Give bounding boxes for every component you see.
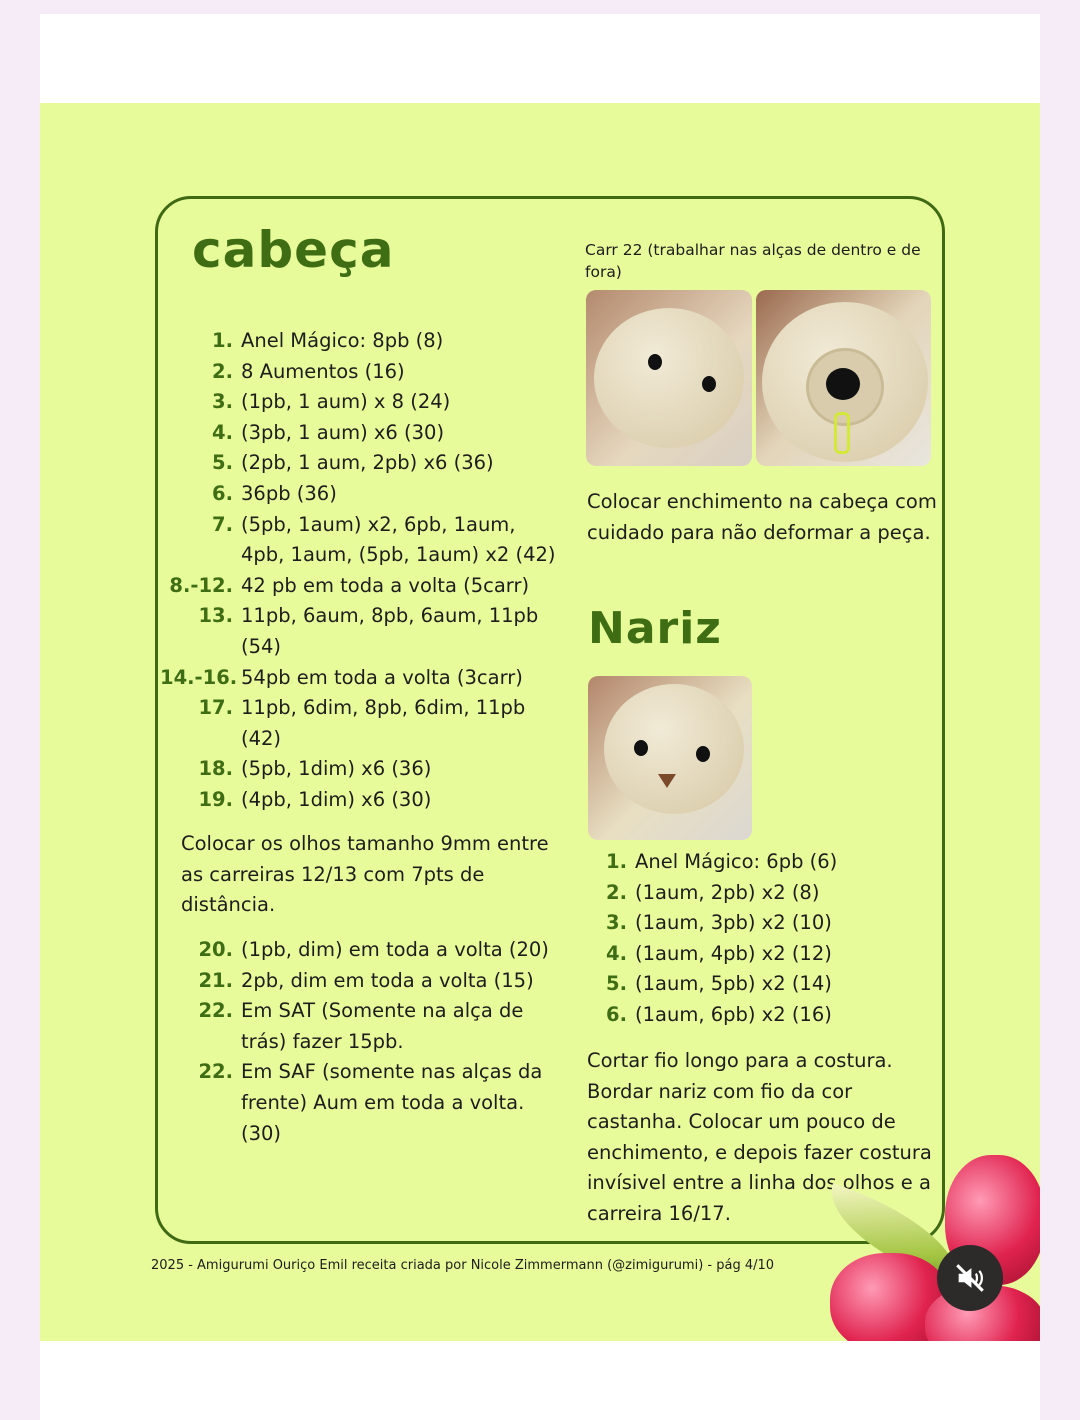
round-number: 22. — [198, 1060, 233, 1084]
round-text: (1aum, 4pb) x2 (12) — [635, 941, 832, 965]
eye-left — [634, 740, 648, 756]
crochet-head — [604, 684, 744, 814]
round-text: 11pb, 6aum, 8pb, 6aum, 11pb (54) — [241, 604, 539, 658]
round-number: 5. — [606, 972, 627, 996]
round-text: 11pb, 6dim, 8pb, 6dim, 11pb (42) — [241, 696, 526, 750]
round-number: 20. — [198, 938, 233, 961]
round-text: 54pb em toda a volta (3carr) — [241, 665, 523, 689]
cabeca-rounds-list-2 — [160, 935, 560, 1149]
round-number: 7. — [212, 512, 233, 536]
round-item — [160, 935, 560, 966]
eye-left — [648, 354, 662, 370]
eye-right — [702, 376, 716, 392]
round-item — [160, 510, 560, 571]
round-text: (5pb, 1dim) x6 (36) — [241, 757, 432, 781]
round-number: 3. — [212, 390, 233, 414]
round-text: (1aum, 3pb) x2 (10) — [635, 911, 832, 935]
round-text: (1pb, 1 aum) x 8 (24) — [241, 390, 451, 414]
round-item — [160, 448, 560, 479]
round-text: Em SAF (somente nas alças da frente) Aum em toda a volta. (30) — [241, 1060, 543, 1145]
round-item — [160, 693, 560, 754]
round-number: 1. — [212, 329, 233, 352]
round-text: (1aum, 5pb) x2 (14) — [635, 972, 832, 996]
stitch-marker — [834, 412, 850, 454]
round-number: 21. — [198, 968, 233, 992]
round-text: Em SAT (Somente na alça de trás) fazer 15pb. — [241, 999, 524, 1053]
round-number: 2. — [606, 880, 627, 904]
raspberry-decoration — [820, 1145, 1040, 1341]
round-number: 18. — [198, 757, 233, 781]
round-number: 2. — [212, 359, 233, 383]
round-number: 22. — [198, 999, 233, 1023]
nose-finish-note: Cortar fio longo para a costura. Bordar nariz com fio da cor castanha. Colocar um pouco de enchimento, e depois fazer costura invísivel entre a linha dos olhos e a carreira 16/17. — [587, 1049, 932, 1225]
pattern-page — [40, 103, 1040, 1341]
round-item — [160, 754, 560, 785]
round-number: 14.-16. — [160, 665, 238, 689]
round-number: 6. — [212, 481, 233, 505]
round-item — [584, 1000, 884, 1031]
section-title-nariz: Nariz — [588, 603, 722, 654]
round-text: 42 pb em toda a volta (5carr) — [241, 573, 530, 597]
round-text: (1pb, dim) em toda a volta (20) — [241, 938, 549, 961]
mute-glyph — [953, 1261, 987, 1295]
round-text: (5pb, 1aum) x2, 6pb, 1aum, 4pb, 1aum, (5pb, 1aum) x2 (42) — [241, 512, 556, 567]
round-item — [584, 908, 884, 939]
round-item — [160, 601, 560, 662]
round-item — [160, 326, 560, 357]
round-number: 1. — [606, 850, 627, 873]
round-number: 4. — [212, 420, 233, 444]
round-item — [160, 1057, 560, 1149]
round-item — [584, 939, 884, 970]
round-item — [160, 571, 560, 602]
photo-nose — [588, 676, 752, 840]
nose — [658, 774, 676, 788]
photo-head-back — [756, 290, 931, 466]
photo-head-front — [586, 290, 752, 466]
page-footer: 2025 - Amigurumi Ouriço Emil receita criada por Nicole Zimmermann (@zimigurumi) - pág 4/10 — [151, 1258, 775, 1273]
round-text: (2pb, 1 aum, 2pb) x6 (36) — [241, 451, 494, 475]
carr22-note: Carr 22 (trabalhar nas alças de dentro e de fora) — [585, 241, 921, 281]
round-item — [584, 847, 884, 878]
round-text: Anel Mágico: 8pb (8) — [241, 329, 444, 352]
round-item — [160, 418, 560, 449]
crochet-head — [594, 308, 744, 448]
eye-right — [696, 746, 710, 762]
round-text: 8 Aumentos (16) — [241, 359, 405, 383]
round-item — [160, 479, 560, 510]
round-number: 13. — [198, 604, 233, 628]
round-number: 5. — [212, 451, 233, 475]
round-number: 4. — [606, 941, 627, 965]
round-number: 6. — [606, 1002, 627, 1026]
eyes-note: Colocar os olhos tamanho 9mm entre as carreiras 12/13 com 7pts de distância. — [181, 832, 549, 917]
speaker-muted-icon[interactable] — [937, 1245, 1003, 1311]
round-item — [584, 878, 884, 909]
round-number: 17. — [198, 696, 233, 720]
round-text: (3pb, 1 aum) x6 (30) — [241, 420, 445, 444]
nariz-rounds-list — [584, 847, 884, 1031]
round-item — [160, 785, 560, 816]
round-text: (4pb, 1dim) x6 (30) — [241, 787, 432, 811]
round-item — [584, 969, 884, 1000]
round-item — [160, 387, 560, 418]
round-item — [160, 996, 560, 1057]
round-number: 3. — [606, 911, 627, 935]
round-number: 19. — [198, 787, 233, 811]
cabeca-rounds-list — [160, 326, 560, 816]
round-text: Anel Mágico: 6pb (6) — [635, 850, 838, 873]
opening-hole — [826, 368, 860, 400]
section-title-cabeca: cabeça — [192, 221, 395, 279]
round-item — [160, 966, 560, 997]
round-item — [160, 357, 560, 388]
round-number: 8.-12. — [169, 573, 233, 597]
round-text: 2pb, dim em toda a volta (15) — [241, 968, 534, 992]
round-item — [160, 663, 560, 694]
round-text: (1aum, 2pb) x2 (8) — [635, 880, 820, 904]
round-text: 36pb (36) — [241, 481, 337, 505]
round-text: (1aum, 6pb) x2 (16) — [635, 1002, 832, 1026]
fill-note: Colocar enchimento na cabeça com cuidado para não deformar a peça. — [587, 490, 937, 544]
